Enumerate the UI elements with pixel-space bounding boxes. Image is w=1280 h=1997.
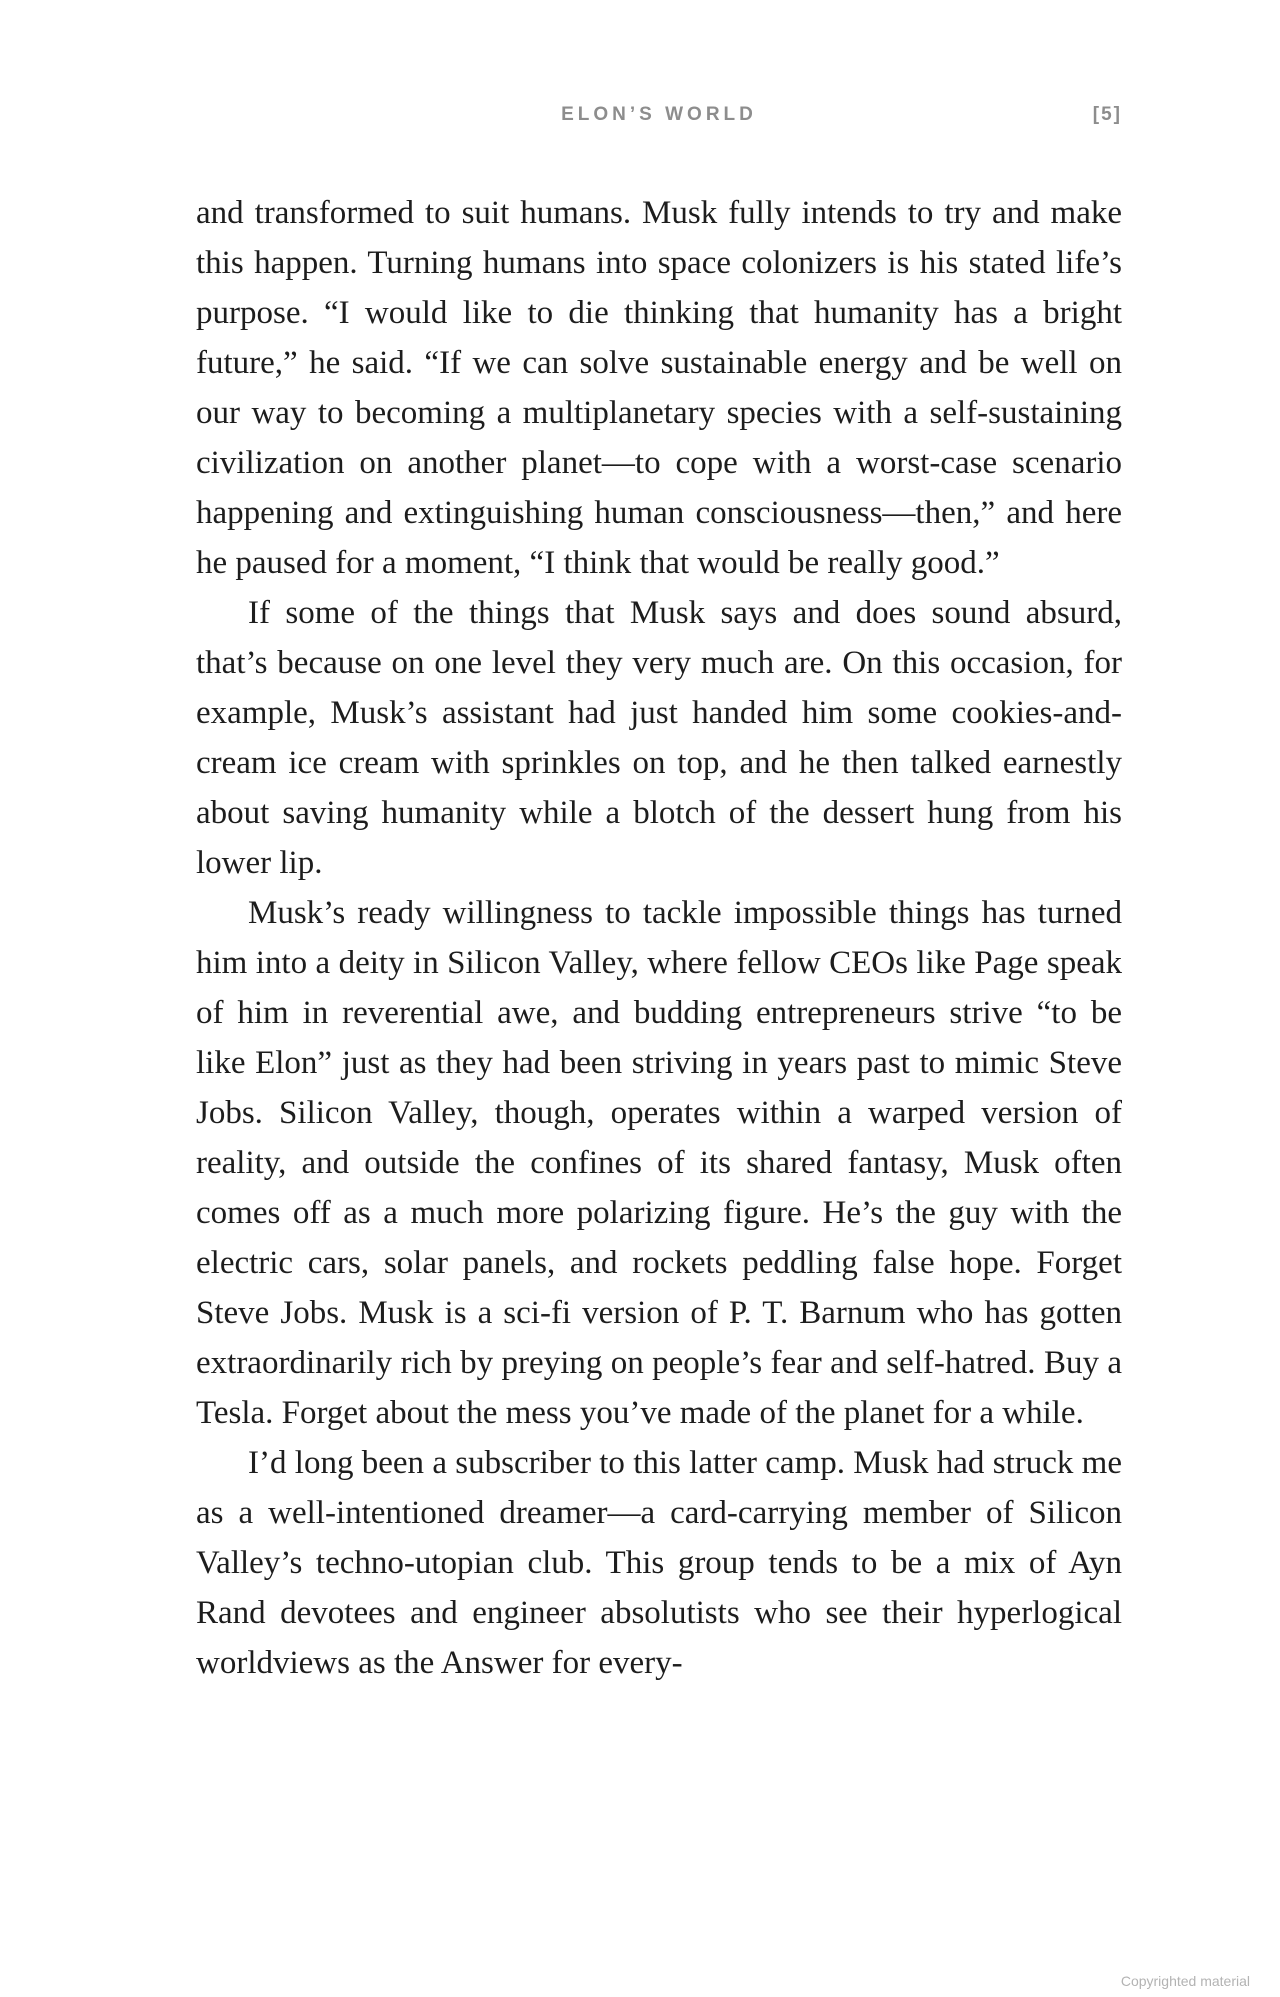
running-head <box>196 104 1122 132</box>
copyright-watermark: Copyrighted material <box>1120 1973 1250 1989</box>
body-text-column <box>196 188 1122 1688</box>
paragraph: If some of the things that Musk says and does sound absurd, that’s because on one level they very much are. On this occasion, for example, Musk’s assistant had just handed him some cookies-and-cream ice cream with sprinkles on top, and he then talked earnestly about saving humanity while a blotch of the dessert hung from his lower lip. <box>196 595 1122 881</box>
paragraph-continuation: and transformed to suit humans. Musk fully intends to try and make this happen. Turning humans into space colonizers is his stated life’s purpose. “I would like to die thinking that humanity has a bright future,” he said. “If we can solve sustainable energy and be well on our way to becoming a multiplanetary species with a self-sustaining civilization on another planet—to cope with a worst-case scenario happening and extinguishing human consciousness—then,” and here he paused for a moment, “I think that would be really good.” <box>196 195 1122 581</box>
paragraph: Musk’s ready willingness to tackle impossible things has turned him into a deity in Silicon Valley, where fellow CEOs like Page speak of him in reverential awe, and budding entrepreneurs strive “to be like Elon” just as they had been striving in years past to mimic Steve Jobs. Silicon Valley, though, operates within a warped version of reality, and outside the confines of its shared fantasy, Musk often comes off as a much more polarizing figure. He’s the guy with the electric cars, solar panels, and rockets peddling false hope. Forget Steve Jobs. Musk is a sci-fi version of P. T. Barnum who has gotten extraordinarily rich by preying on people’s fear and self-hatred. Buy a Tesla. Forget about the mess you’ve made of the planet for a while. <box>196 895 1122 1431</box>
paragraph: I’d long been a subscriber to this latter camp. Musk had struck me as a well-intentioned dreamer—a card-carrying member of Silicon Valley’s techno-utopian club. This group tends to be a mix of Ayn Rand devotees and engineer absolutists who see their hyperlogical worldviews as the Answer for every- <box>196 1445 1122 1681</box>
page-number: [5] <box>1092 104 1122 125</box>
running-head-title: ELON’S WORLD <box>561 104 757 125</box>
